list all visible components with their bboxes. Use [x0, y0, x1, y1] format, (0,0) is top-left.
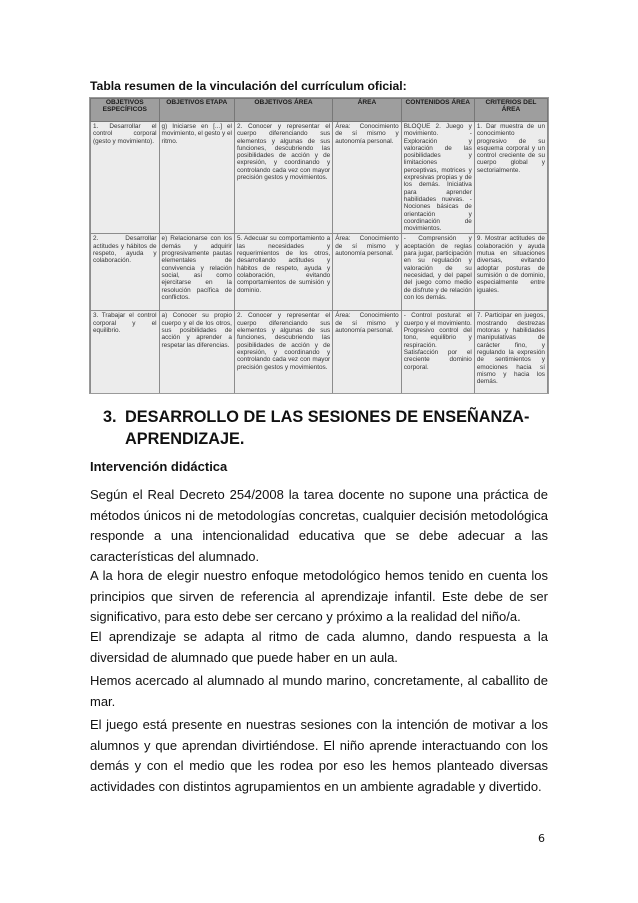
table-cell: BLOQUE 2. Juego y movimiento. - Exploración y valoración de las posibilidades y limitaciones perceptivas, motrices y expresivas propias y de los demás. Iniciativa para aprender habilidades nuevas. - Nociones básicas de orientación y coordinación de movimientos. [401, 122, 474, 234]
table-cell: 5. Adecuar su comportamiento a las necesidades y requerimientos de los otros, desarrollando actitudes y hábitos de respeto, ayuda y colaboración, evitando comportamientos de sumisión y dominio. [234, 234, 332, 311]
table-cell: a) Conocer su propio cuerpo y el de los otros, sus posibilidades de acción y aprender a respetar las diferencias. [159, 311, 234, 394]
table-cell: 1. Desarrollar el control corporal (gesto y movimiento). [91, 122, 160, 234]
table-cell: 2. Conocer y representar el cuerpo diferenciando sus elementos y algunas de sus funciones, descubriendo las posibilidades de acción y de expresión, y coordinando y controlando cada vez con mayor precisión gestos y movimientos. [234, 311, 332, 394]
table-header-row [91, 99, 548, 122]
table-cell: 2. Desarrollar actitudes y hábitos de respeto, ayuda y colaboración. [91, 234, 160, 311]
column-header: OBJETIVOS ESPECÍFICOS [91, 99, 160, 122]
table-cell: 1. Dar muestra de un conocimiento progresivo de su esquema corporal y un control creciente de su cuerpo global y sectorialmente. [474, 122, 547, 234]
paragraph: Hemos acercado al alumnado al mundo marino, concretamente, al caballito de mar. [90, 673, 548, 709]
table-cell: - Control postural: el cuerpo y el movimiento. Progresivo control del tono, equilibrio y respiración. Satisfacción por el creciente dominio corporal. [401, 311, 474, 394]
table-row [91, 234, 548, 311]
table-cell: 3. Trabajar el control corporal y el equilibrio. [91, 311, 160, 394]
paragraph: Según el Real Decreto 254/2008 la tarea docente no supone una práctica de métodos únicos ni de metodologías concretas, cualquier decisión metodológica responde a una intencionalidad educativa que se debe adecuar a las características del alumnado. [90, 487, 548, 564]
table-cell: e) Relacionarse con los demás y adquirir progresivamente pautas elementales de convivencia y relación social, así como ejercitarse en la resolución pacífica de conflictos. [159, 234, 234, 311]
section-number: 3. [103, 408, 117, 426]
curriculum-table-image [89, 97, 549, 394]
table-row [91, 311, 548, 394]
table-cell: Área: Conocimiento de sí mismo y autonomía personal. [333, 234, 402, 311]
page-number: 6 [538, 832, 545, 845]
column-header: OBJETIVOS ETAPA [159, 99, 234, 122]
table-cell: Área: Conocimiento de sí mismo y autonomía personal. [333, 122, 402, 234]
table-cell: - Comprensión y aceptación de reglas para jugar, participación en su regulación y valoración de su necesidad, y del papel del juego como medio de disfrute y de relación con los demás. [401, 234, 474, 311]
paragraph: A la hora de elegir nuestro enfoque metodológico hemos tenido en cuenta los principios que sirven de referencia al aprendizaje infantil. Este debe de ser significativo, para esto debe ser cercano y próximo a la realidad del niño/a. [90, 568, 548, 624]
table-cell: Área: Conocimiento de sí mismo y autonomía personal. [333, 311, 402, 394]
column-header: ÁREA [333, 99, 402, 122]
paragraph: El juego está presente en nuestras sesiones con la intención de motivar a los alumnos y que aprendan divirtiéndose. El niño aprende interactuando con los demás y con el medio que les rodea por eso les hemos planteado diversas actividades con distintos agrupamientos en un ambiente agradable y divertido. [90, 717, 548, 794]
column-header: CONTENIDOS ÁREA [401, 99, 474, 122]
table-cell: 9. Mostrar actitudes de colaboración y ayuda mutua en situaciones diversas, evitando adoptar posturas de sumisión o de dominio, especialmente entre iguales. [474, 234, 547, 311]
section-heading [103, 406, 543, 450]
subheading: Intervención didáctica [90, 459, 228, 474]
paragraph: El aprendizaje se adapta al ritmo de cada alumno, dando respuesta a la diversidad de alumnado que puede haber en un aula. [90, 629, 548, 665]
column-header: OBJETIVOS ÁREA [234, 99, 332, 122]
column-header: CRITERIOS DEL ÁREA [474, 99, 547, 122]
table-row [91, 122, 548, 234]
table-caption: Tabla resumen de la vinculación del currículum oficial: [90, 79, 407, 93]
curriculum-summary-table [90, 98, 548, 394]
table-cell: g) Iniciarse en [...] el movimiento, el gesto y el ritmo. [159, 122, 234, 234]
table-cell: 2. Conocer y representar el cuerpo diferenciando sus elementos y algunas de sus funciones, descubriendo las posibilidades de acción y de expresión, y coordinando y controlando cada vez con mayor precisión gestos y movimientos. [234, 122, 332, 234]
section-title: DESARROLLO DE LAS SESIONES DE ENSEÑANZA-APRENDIZAJE. [125, 408, 530, 448]
table-cell: 7. Participar en juegos, mostrando destrezas motoras y habilidades manipulativas de carácter fino, y regulando la expresión de sentimientos y emociones hacia sí mismo y hacia los demás. [474, 311, 547, 394]
